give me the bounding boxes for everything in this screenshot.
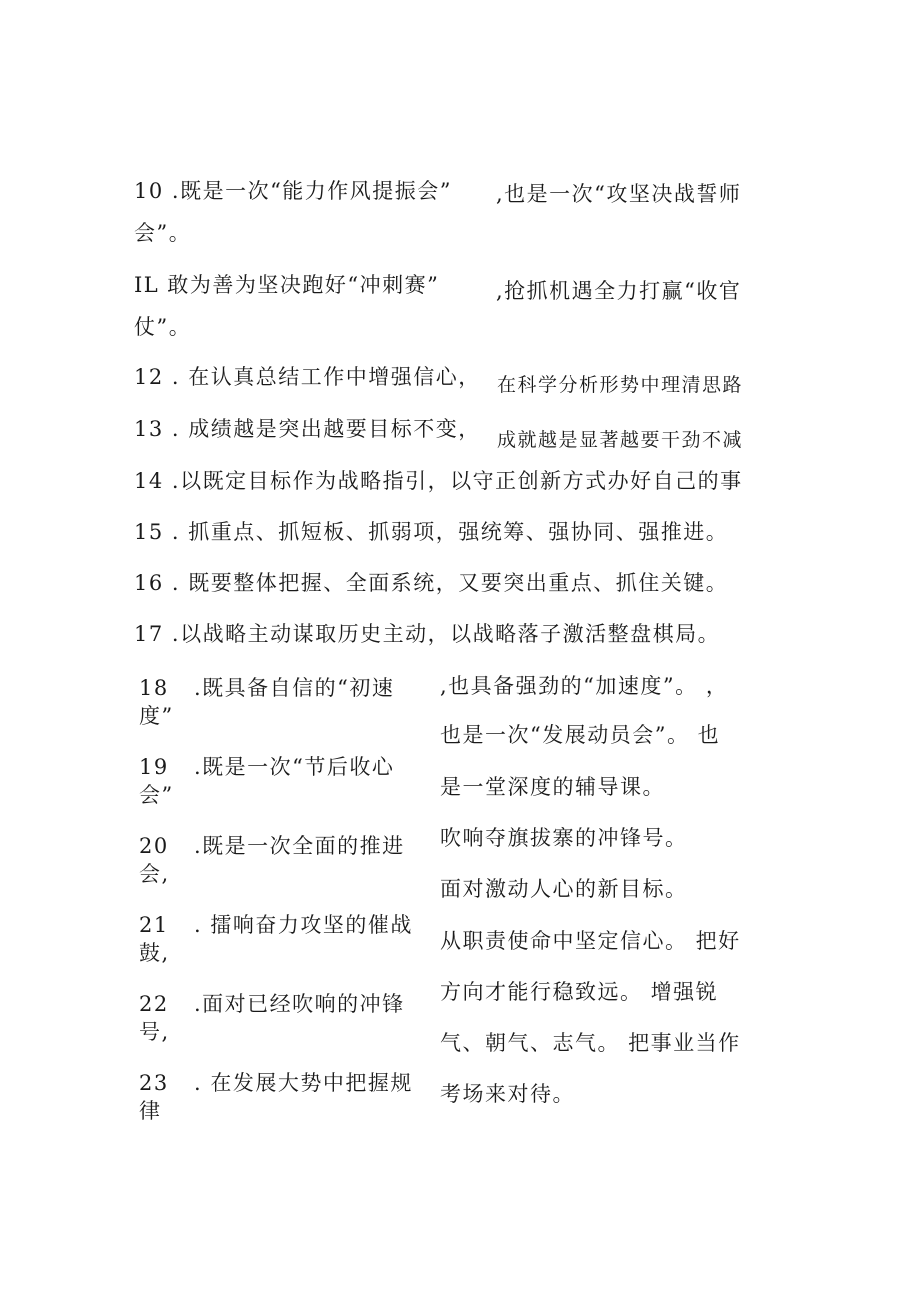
line-20-number: 20: [139, 834, 169, 858]
line-11-left: IL 敢为善为坚决跑好“冲刺赛”: [134, 273, 440, 297]
line-18-number: 18: [139, 676, 169, 700]
line-23-wrap: 律: [139, 1099, 162, 1123]
line-19-number: 19: [139, 755, 169, 779]
line-17: 17 .以战略主动谋取历史主动，以战略落子激活整盘棋局。: [134, 622, 721, 646]
right-col-line-7: 方向才能行稳致远。 增强锐: [440, 980, 719, 1004]
line-19-wrap: 会”: [139, 783, 174, 807]
right-col-line-3: 是一堂深度的辅导课。: [440, 775, 665, 799]
line-14: 14 .以既定目标作为战略指引，以守正创新方式办好自己的事: [134, 469, 743, 493]
line-13-right: 成就越是显著越要干劲不减: [497, 429, 744, 451]
line-11-wrap: 仗”。: [134, 315, 192, 339]
line-22-number: 22: [139, 992, 169, 1016]
right-col-line-5: 面对激动人心的新目标。: [440, 877, 688, 901]
right-col-line-4: 吹响夺旗拔寨的冲锋号。: [440, 826, 688, 850]
line-15: 15 . 抓重点、抓短板、抓弱项，强统筹、强协同、强推进。: [134, 520, 729, 544]
line-21-left: . 擂响奋力攻坚的催战: [194, 913, 413, 937]
right-col-line-1: ,也具备强劲的“加速度”。 ，: [440, 674, 729, 698]
line-12-left: 12 . 在认真总结工作中增强信心，: [134, 365, 481, 389]
line-18-wrap: 度”: [139, 704, 174, 728]
line-12-right: 在科学分析形势中理清思路: [497, 374, 744, 396]
line-13-left: 13 . 成绩越是突出越要目标不变，: [134, 417, 481, 441]
line-23-left: . 在发展大势中把握规: [194, 1071, 413, 1095]
line-18-left: .既具备自信的“初速: [194, 676, 395, 700]
right-col-line-8: 气、朝气、志气。 把事业当作: [440, 1031, 741, 1055]
right-col-line-2: 也是一次“发展动员会”。 也: [440, 723, 721, 747]
right-col-line-9: 考场来对待。: [440, 1082, 575, 1106]
line-22-left: .面对已经吹响的冲锋: [194, 992, 405, 1016]
line-20-left: .既是一次全面的推进: [194, 834, 405, 858]
line-10-left: 10 .既是一次“能力作风提振会”: [134, 179, 453, 203]
line-23-number: 23: [139, 1071, 169, 1095]
line-19-left: .既是一次“节后收心: [194, 755, 395, 779]
line-10-wrap: 会”。: [134, 221, 192, 245]
line-21-wrap: 鼓,: [139, 941, 170, 965]
right-col-line-6: 从职责使命中坚定信心。 把好: [440, 929, 741, 953]
line-16: 16 . 既要整体把握、全面系统，又要突出重点、抓住关键。: [134, 571, 729, 595]
line-22-wrap: 号,: [139, 1020, 170, 1044]
line-21-number: 21: [139, 913, 169, 937]
line-20-wrap: 会,: [139, 862, 170, 886]
line-11-right: ,抢抓机遇全力打赢“收官: [496, 279, 742, 303]
line-10-right: ,也是一次“攻坚决战誓师: [496, 182, 742, 206]
